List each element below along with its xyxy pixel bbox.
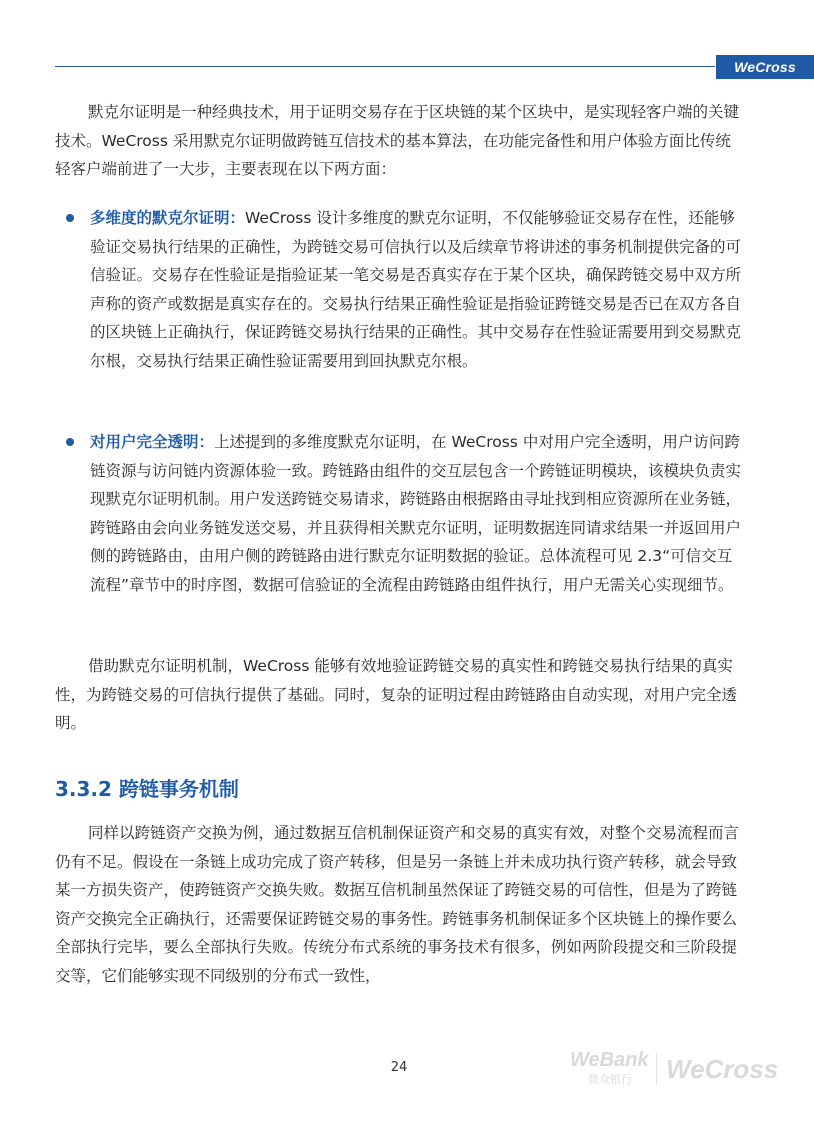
- conclusion-paragraph: 借助默克尔证明机制，WeCross 能够有效地验证跨链交易的真实性和跨链交易执行结果的真实性，为跨链交易的可信执行提供了基础。同时，复杂的证明过程由跨链路由自动实现，对用户完全透明。: [55, 657, 738, 732]
- intro-paragraph: 默克尔证明是一种经典技术，用于证明交易存在于区块链的某个区块中，是实现轻客户端的关键技术。WeCross 采用默克尔证明做跨链互信技术的基本算法，在功能完备性和用户体验方面比传统轻客户端前进了一大步，主要表现在以下两方面：: [55, 103, 740, 178]
- header-rule: [55, 66, 715, 67]
- section-paragraph: 同样以跨链资产交换为例，通过数据互信机制保证资产和交易的真实有效，对整个交易流程而言仍有不足。假设在一条链上成功完成了资产转移，但是另一条链上并未成功执行资产转移，就会导致某一方损失资产，使跨链资产交换失败。数据互信机制虽然保证了跨链交易的可信性，但是为了跨链资产交换完全正确执行，还需要保证跨链交易的事务性。跨链事务机制保证多个区块链上的操作要么全部执行完毕，要么全部执行失败。传统分布式系统的事务技术有很多，例如两阶段提交和三阶段提交等，它们能够实现不同级别的分布式一致性，: [55, 824, 740, 985]
- bullet-title: 多维度的默克尔证明：: [90, 209, 246, 227]
- wecross-watermark-logo: WeCross: [666, 1054, 779, 1084]
- footer-divider: [656, 1053, 657, 1085]
- bullet-dot-icon: [66, 438, 74, 446]
- section-heading: 3.3.2 跨链事务机制: [55, 777, 239, 801]
- webank-watermark-logo: WeBank: [570, 1049, 649, 1071]
- bullet-body: 上述提到的多维度默克尔证明，在 WeCross 中对用户完全透明，用户访问跨链资源与访问链内资源体验一致。跨链路由组件的交互层包含一个跨链证明模块，该模块负责实现默克尔证明机制。用户发送跨链交易请求，跨链路由根据路由寻址找到相应资源所在业务链，跨链路由会向业务链发送交易，并且获得相关默克尔证明，证明数据连同请求结果一并返回用户侧的跨链路由，由用户侧的跨链路由进行默克尔证明数据的验证。总体流程可见 2.3“可信交互流程”章节中的时序图，数据可信验证的全流程由跨链路由组件执行，用户无需关心实现细节。: [90, 433, 742, 594]
- bullet-dot-icon: [66, 214, 74, 222]
- bullet-item-transparency: [90, 428, 745, 599]
- bullet-body: WeCross 设计多维度的默克尔证明，不仅能够验证交易存在性，还能够验证交易执行结果的正确性，为跨链交易可信执行以及后续章节将讲述的事务机制提供完备的可信验证。交易存在性验证是指验证某一笔交易是否真实存在于某个区块，确保跨链交易中双方所声称的资产或数据是真实存在的。交易执行结果正确性验证是指验证跨链交易是否已在双方各自的区块链上正确执行，保证跨链交易执行结果的正确性。其中交易存在性验证需要用到交易默克尔根，交易执行结果正确性验证需要用到回执默克尔根。: [90, 209, 742, 370]
- bullet-title: 对用户完全透明：: [90, 433, 215, 451]
- bullet-item-multidimensional-proof: [90, 204, 745, 375]
- webank-watermark-subtitle: 微众银行: [588, 1073, 632, 1086]
- wecross-header-logo: WeCross: [716, 55, 814, 79]
- page-number: 24: [390, 1060, 408, 1075]
